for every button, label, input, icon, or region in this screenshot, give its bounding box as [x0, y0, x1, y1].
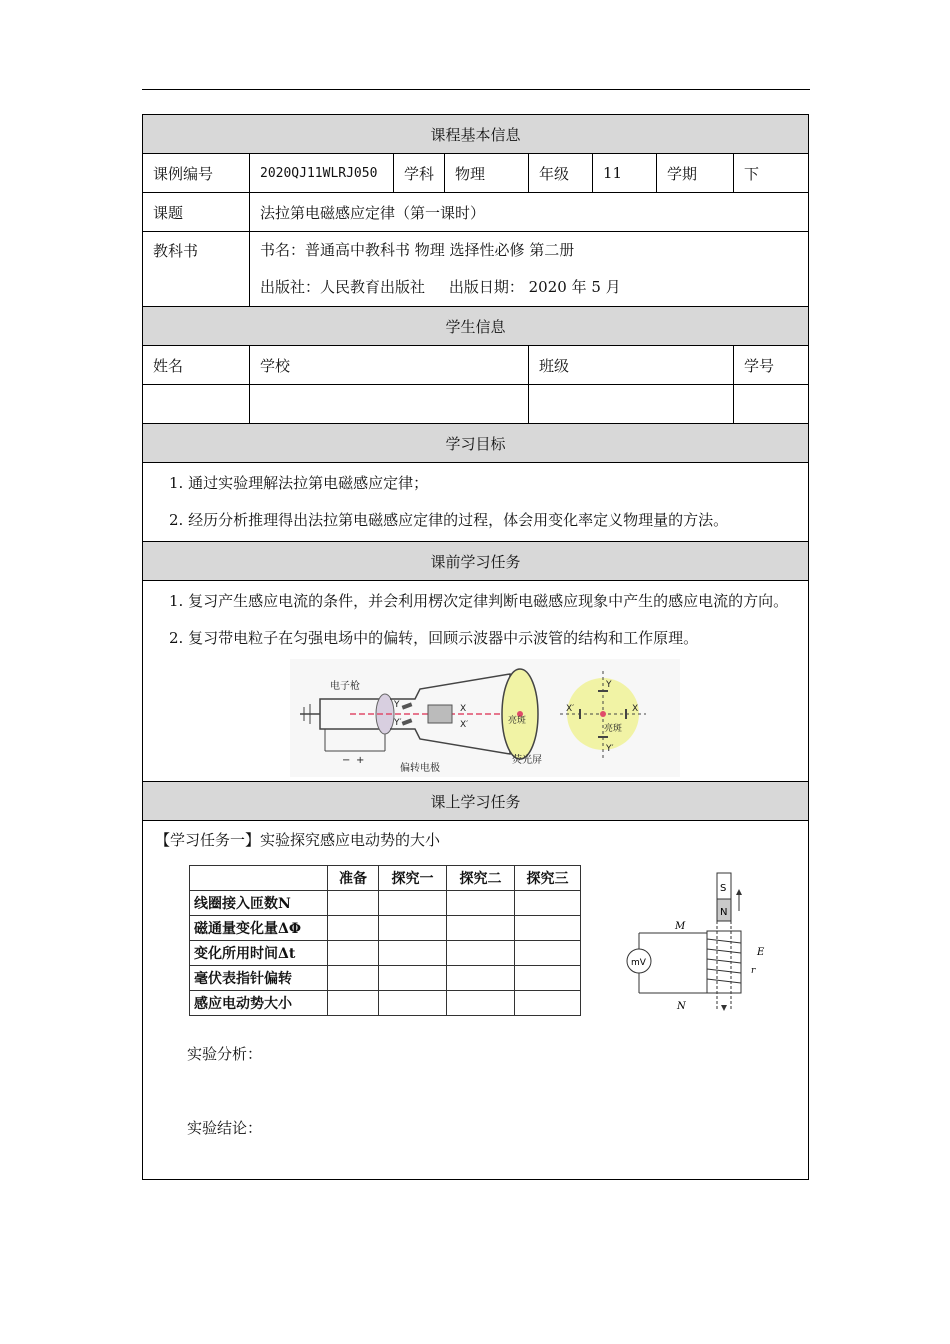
section-pre-tasks: 课前学习任务 — [143, 542, 809, 581]
table-header-explore-3: 探究三 — [515, 866, 581, 891]
textbook-publisher: 出版社：人民教育出版社 — [260, 278, 426, 296]
table-cell[interactable] — [328, 916, 379, 941]
term-label: 学期 — [657, 154, 734, 193]
textbook-date: 出版日期： 2020 年 5 月 — [448, 278, 621, 296]
student-school-label: 学校 — [250, 346, 529, 385]
label-x: X — [460, 704, 467, 714]
label-screen-x: X — [632, 704, 639, 714]
topic-value: 法拉第电磁感应定律（第一课时） — [250, 193, 809, 232]
table-cell[interactable] — [379, 916, 447, 941]
resistance-r-label: r — [751, 966, 756, 976]
table-cell[interactable] — [328, 991, 379, 1016]
header-rule — [142, 89, 810, 90]
label-electron-gun: 电子枪 — [330, 681, 360, 692]
table-cell[interactable] — [379, 966, 447, 991]
pre-task-1: 1. 复习产生感应电流的条件，并会利用楞次定律判断电磁感应现象中产生的感应电流的方向。 — [169, 592, 789, 610]
table-cell[interactable] — [515, 991, 581, 1016]
table-cell[interactable] — [328, 966, 379, 991]
section-student-info: 学生信息 — [143, 307, 809, 346]
label-spot-2: 亮斑 — [604, 724, 623, 734]
table-cell[interactable] — [379, 941, 447, 966]
textbook-publisher-line — [260, 269, 798, 306]
label-screen-y-prime: Y′ — [606, 744, 614, 754]
term-value: 下 — [734, 154, 809, 193]
label-screen-y: Y — [606, 680, 612, 690]
table-cell[interactable] — [515, 891, 581, 916]
experiment-table — [189, 865, 581, 1016]
table-cell[interactable] — [379, 891, 447, 916]
table-header-prep: 准备 — [328, 866, 379, 891]
table-row — [190, 891, 581, 916]
label-deflect-plates: 偏转电极 — [400, 763, 440, 774]
task-1-area — [143, 821, 808, 1179]
task-1-title: 【学习任务一】实验探究感应电动势的大小 — [155, 831, 441, 849]
conclusion-label: 实验结论： — [187, 1119, 263, 1137]
oscilloscope-tube-figure — [290, 659, 680, 777]
row-label-time: 变化所用时间Δt — [190, 941, 328, 966]
table-header-explore-1: 探究一 — [379, 866, 447, 891]
pre-task-2: 2. 复习带电粒子在匀强电场中的偏转，回顾示波器中示波管的结构和工作原理。 — [169, 629, 699, 647]
table-cell[interactable] — [379, 991, 447, 1016]
label-x-prime: X′ — [460, 720, 469, 730]
label-spot-1: 亮斑 — [508, 716, 527, 726]
row-label-turns: 线圈接入匝数N — [190, 891, 328, 916]
student-name-label: 姓名 — [143, 346, 250, 385]
point-n-label: N — [677, 1001, 686, 1012]
magnet-n-label: N — [720, 907, 728, 918]
table-row — [190, 916, 581, 941]
goal-item-2: 2. 经历分析推理得出法拉第电磁感应定律的过程，体会用变化率定义物理量的方法。 — [169, 511, 729, 529]
subject-label: 学科 — [394, 154, 445, 193]
coil-experiment-figure — [619, 869, 799, 1019]
table-cell[interactable] — [447, 966, 515, 991]
label-screen-x-prime: X′ — [566, 704, 575, 714]
table-cell[interactable] — [515, 941, 581, 966]
label-screen: 荧光屏 — [512, 755, 542, 766]
row-label-flux-change: 磁通量变化量ΔΦ — [190, 916, 328, 941]
analysis-label: 实验分析： — [187, 1045, 263, 1063]
table-cell[interactable] — [328, 891, 379, 916]
emf-e-label: E — [757, 947, 765, 958]
table-row — [190, 941, 581, 966]
student-class-cell[interactable] — [529, 385, 734, 424]
textbook-label: 教科书 — [143, 232, 250, 307]
table-cell[interactable] — [515, 966, 581, 991]
student-class-label: 班级 — [529, 346, 734, 385]
section-course-info: 课程基本信息 — [143, 115, 809, 154]
table-cell[interactable] — [447, 891, 515, 916]
table-cell[interactable] — [328, 941, 379, 966]
subject-value: 物理 — [445, 154, 529, 193]
table-row — [190, 966, 581, 991]
student-name-cell[interactable] — [143, 385, 250, 424]
section-in-class: 课上学习任务 — [143, 782, 809, 821]
section-goals: 学习目标 — [143, 424, 809, 463]
table-cell[interactable] — [447, 916, 515, 941]
table-row — [190, 991, 581, 1016]
grade-label: 年级 — [529, 154, 593, 193]
student-id-cell[interactable] — [734, 385, 809, 424]
table-cell[interactable] — [447, 991, 515, 1016]
grade-value: 11 — [593, 154, 657, 193]
lesson-table — [142, 114, 809, 1180]
meter-label: mV — [631, 958, 646, 968]
label-y: Y — [394, 700, 400, 710]
magnet-s-label: S — [720, 883, 727, 894]
label-minus: − — [342, 755, 351, 766]
case-no-value: 2020QJ11WLRJ050 — [250, 154, 394, 193]
table-cell[interactable] — [515, 916, 581, 941]
textbook-book-name: 书名：普通高中教科书 物理 选择性必修 第二册 — [260, 241, 575, 259]
table-header-cell — [190, 866, 328, 891]
label-y-prime: Y′ — [394, 718, 402, 728]
student-id-label: 学号 — [734, 346, 809, 385]
row-label-deflection: 毫伏表指针偏转 — [190, 966, 328, 991]
case-no-label: 课例编号 — [143, 154, 250, 193]
goal-item-1: 1. 通过实验理解法拉第电磁感应定律； — [169, 474, 429, 492]
table-cell[interactable] — [447, 941, 515, 966]
row-label-emf: 感应电动势大小 — [190, 991, 328, 1016]
topic-label: 课题 — [143, 193, 250, 232]
point-m-label: M — [675, 921, 686, 932]
table-header-explore-2: 探究二 — [447, 866, 515, 891]
label-plus: + — [356, 755, 365, 766]
student-school-cell[interactable] — [250, 385, 529, 424]
